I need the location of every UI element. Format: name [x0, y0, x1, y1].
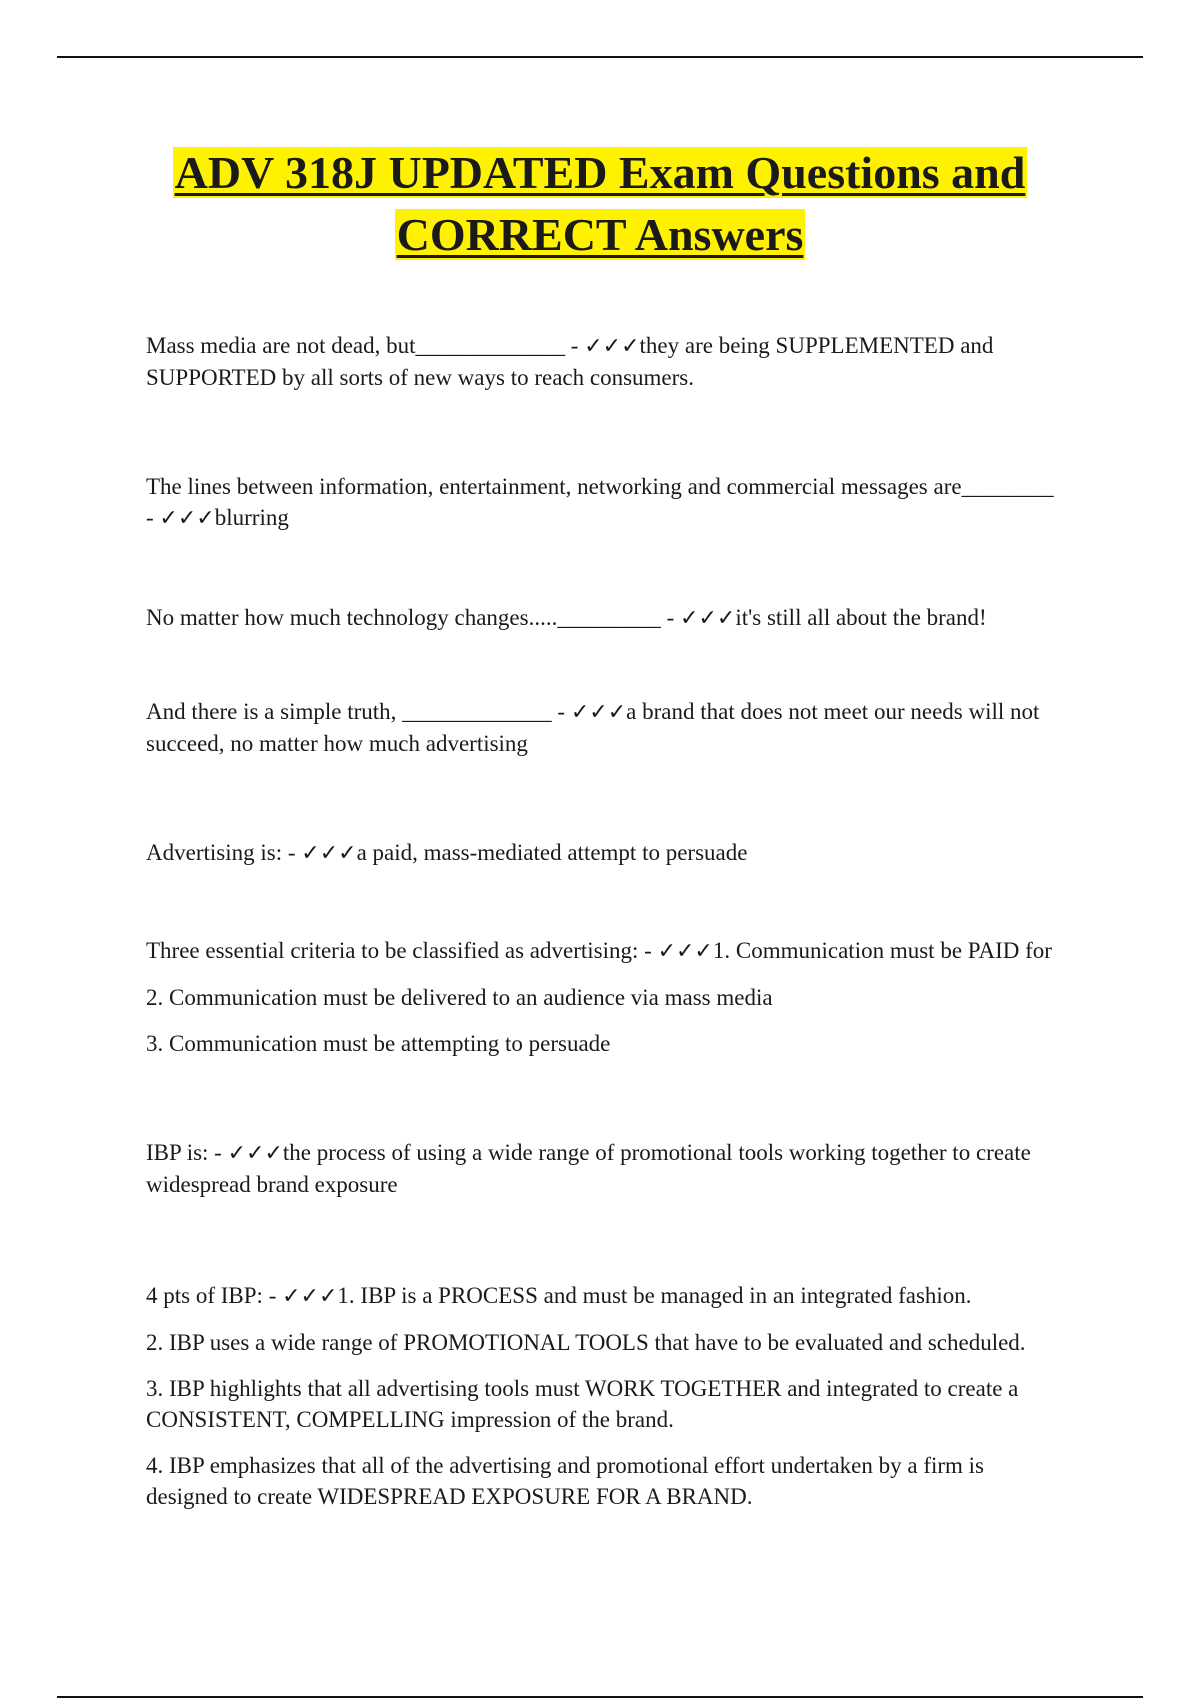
answer-line: 3. IBP highlights that all advertising tools must WORK TOGETHER and integrated to create a CONSISTENT, COMPELLING impression of the brand. — [146, 1376, 1019, 1432]
qa-first-line: IBP is: - ✓✓✓the process of using a wide range of promotional tools working together to create widespread brand exposure — [146, 1140, 1031, 1197]
title-line-2: CORRECT Answers — [396, 209, 804, 260]
answer-line: 3. Communication must be attempting to persuade — [146, 1031, 611, 1056]
check-marks-icon: ✓✓✓ — [657, 939, 713, 964]
check-marks-icon: ✓✓✓ — [159, 506, 215, 531]
question-text: Advertising is: — [146, 840, 283, 865]
answer-text: it's still all about the brand! — [735, 605, 987, 630]
answer-text: they are being SUPPLEMENTED and SUPPORTED by all sorts of new ways to reach consumers. — [146, 333, 994, 390]
check-marks-icon: ✓✓✓ — [584, 334, 640, 359]
answer-line: 2. IBP uses a wide range of PROMOTIONAL TOOLS that have to be evaluated and scheduled. — [146, 1330, 1026, 1355]
question-text: Three essential criteria to be classified as advertising: — [146, 938, 639, 963]
qa-first-line: 4 pts of IBP: - ✓✓✓1. IBP is a PROCESS and must be managed in an integrated fashion. — [146, 1283, 972, 1309]
check-marks-icon: ✓✓✓ — [570, 700, 627, 725]
answer-text: 1. IBP is a PROCESS and must be managed in an integrated fashion. — [337, 1283, 972, 1308]
question-text: And there is a simple truth, _____________ — [146, 699, 552, 724]
answer-text: blurring — [214, 505, 289, 530]
qa-item — [146, 1280, 1066, 1512]
title-line-1: ADV 318J UPDATED Exam Questions and — [174, 147, 1026, 198]
qa-first-line: Advertising is: - ✓✓✓a paid, mass-mediated attempt to persuade — [146, 840, 748, 866]
answer-text: 1. Communication must be PAID for — [712, 938, 1052, 963]
qa-first-line: The lines between information, entertainment, networking and commercial messages are________ - ✓✓✓blurring — [146, 474, 1054, 531]
question-text: IBP is: — [146, 1140, 209, 1165]
document-title — [100, 142, 1100, 266]
answer-text: a brand that does not meet our needs will not succeed, no matter how much advertising — [146, 699, 1040, 756]
qa-item — [146, 330, 1066, 393]
question-text: No matter how much technology changes....._________ — [146, 605, 661, 630]
answer-line: 4. IBP emphasizes that all of the advertising and promotional effort undertaken by a firm is designed to create WIDESPREAD EXPOSURE FOR A BRAND. — [146, 1453, 985, 1509]
header-rule — [57, 56, 1143, 58]
check-marks-icon: ✓✓✓ — [301, 841, 357, 866]
qa-item — [146, 1137, 1066, 1200]
check-marks-icon: ✓✓✓ — [227, 1141, 283, 1166]
question-text: 4 pts of IBP: — [146, 1283, 263, 1308]
qa-item — [146, 837, 1066, 869]
qa-item — [146, 935, 1066, 1059]
qa-item — [146, 471, 1066, 534]
check-marks-icon: ✓✓✓ — [680, 606, 736, 631]
qa-first-line: No matter how much technology changes....._________ - ✓✓✓it's still all about the brand! — [146, 605, 987, 631]
answer-line: 2. Communication must be delivered to an audience via mass media — [146, 985, 773, 1010]
qa-list — [146, 330, 1066, 1512]
answer-text: the process of using a wide range of promotional tools working together to create widespread brand exposure — [146, 1140, 1031, 1197]
qa-first-line: Three essential criteria to be classified as advertising: - ✓✓✓1. Communication must be PAID for — [146, 938, 1052, 964]
qa-item — [146, 696, 1066, 759]
qa-item — [146, 602, 1066, 634]
question-text: The lines between information, entertainment, networking and commercial messages are________ — [146, 474, 1054, 499]
footer-rule — [57, 1696, 1143, 1698]
answer-text: a paid, mass-mediated attempt to persuade — [356, 840, 748, 865]
qa-first-line: And there is a simple truth, _____________ - ✓✓✓a brand that does not meet our needs will not succeed, no matter how much advertising — [146, 699, 1040, 756]
check-marks-icon: ✓✓✓ — [282, 1284, 338, 1309]
qa-first-line: Mass media are not dead, but_____________ - ✓✓✓they are being SUPPLEMENTED and SUPPORTED by all sorts of new ways to reach consumers. — [146, 333, 994, 390]
question-text: Mass media are not dead, but_____________ — [146, 333, 566, 358]
